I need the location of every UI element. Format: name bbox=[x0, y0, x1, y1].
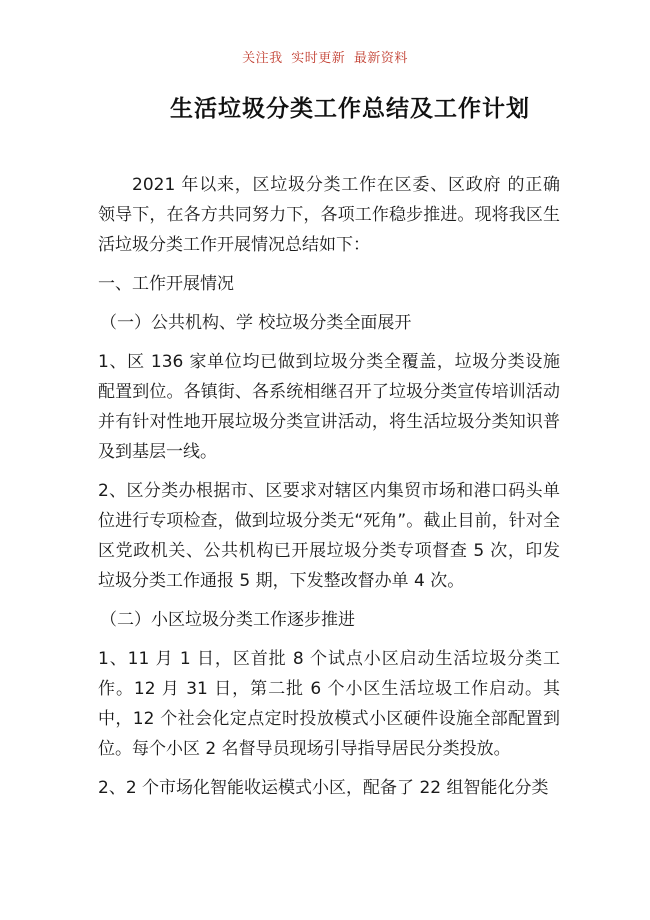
body-paragraph: 2、2 个市场化智能收运模式小区，配备了 22 组智能化分类 bbox=[98, 778, 549, 798]
document-body bbox=[98, 170, 560, 812]
header-note-item: 关注我 bbox=[242, 51, 283, 66]
header-note-item: 最新资料 bbox=[353, 51, 408, 66]
body-paragraph: 1、11 月 1 日，区首批 8 个试点小区启动生活垃圾分类工作。12 月 31 日，第二批 6 个小区生活垃圾工作启动。其中，12 个社会化定点定时投放模式小区硬件设施全部配置到位。每个小区 2 名督导员现场引导指导居民分类投放。 bbox=[98, 649, 560, 759]
body-paragraph: 2、区分类办根据市、区要求对辖区内集贸市场和港口码头单位进行专项检查，做到垃圾分类无“死角”。截止目前，针对全区党政机关、公共机构已开展垃圾分类专项督查 5 次，印发垃圾分类工作通报 5 期，下发整改督办单 4 次。 bbox=[98, 481, 560, 591]
subsection-heading: （一）公共机构、学 校垃圾分类全面展开 bbox=[100, 313, 412, 333]
section-heading: 一、工作开展情况 bbox=[98, 274, 234, 294]
subsection-heading: （二）小区垃圾分类工作逐步推进 bbox=[100, 610, 355, 630]
header-note-item: 实时更新 bbox=[291, 51, 346, 66]
header-note bbox=[0, 47, 650, 66]
intro-paragraph: 2021 年以来，区垃圾分类工作在区委、区政府 的正确领导下，在各方共同努力下，各项工作稳步推进。现将我区生活垃圾分类工作开展情况总结如下： bbox=[98, 175, 560, 255]
body-paragraph: 1、区 136 家单位均已做到垃圾分类全覆盖，垃圾分类设施配置到位。各镇街、各系统相继召开了垃圾分类宣传培训活动并有针对性地开展垃圾分类宣讲活动，将生活垃圾分类知识普及到基层一线。 bbox=[98, 352, 560, 462]
document-title: 生活垃圾分类工作总结及工作计划 bbox=[170, 96, 530, 122]
